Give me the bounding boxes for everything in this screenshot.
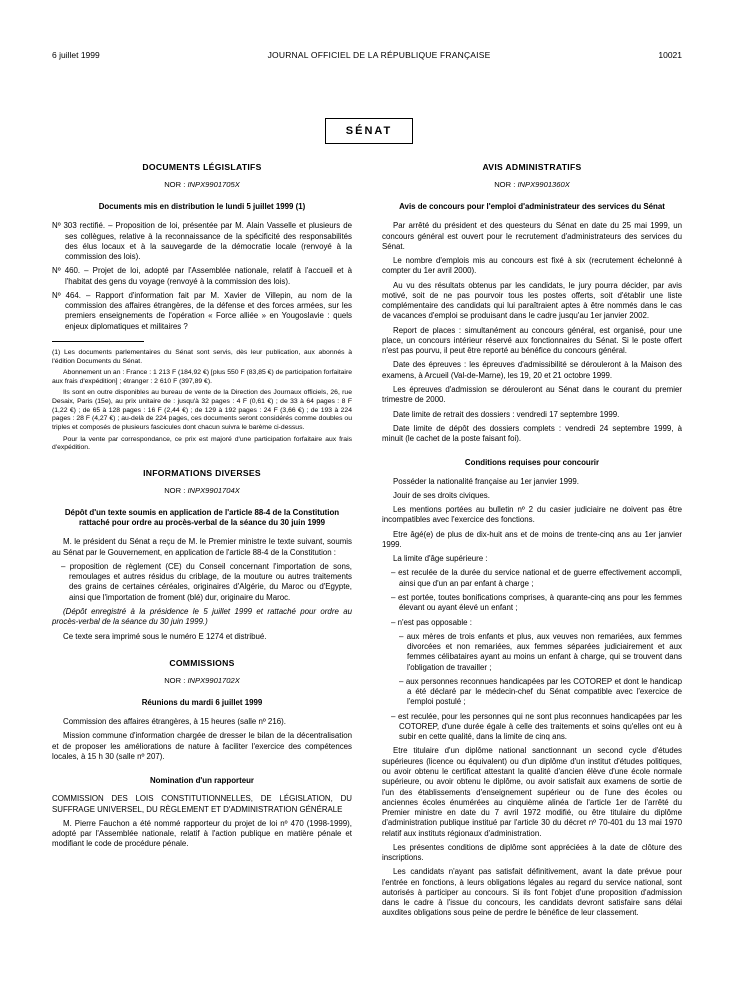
- paragraph: Report de places : simultanément au concours général, est organisé, pour une place, un concours intérieur réservé aux fonctionnaires du Sénat. Si le poste offert n'est pas pourvu, il peut être reporté au bénéfice du concours général.: [382, 325, 682, 356]
- paragraph: Date limite de dépôt des dossiers complets : vendredi 24 septembre 1999, à minuit (le cachet de la poste faisant foi).: [382, 423, 682, 444]
- condition-subitem: – aux mères de trois enfants et plus, aux veuves non remariées, aux femmes divorcées et non remariées, aux femmes séparées judiciairement et aux femmes célibataires ayant au moins un enfant à charge, qui se trouvent dans l'obligation de travailler ;: [399, 631, 682, 672]
- issue-date: 6 juillet 1999: [52, 50, 100, 60]
- footnote: Ils sont en outre disponibles au bureau de vente de la Direction des Journaux officiels, 26, rue Desaix, Paris (15e), au prix unitaire de : jusqu'à 32 pages : 4 F (0,61 €) ; de 33 à 64 pages : 8 F (1,22 €) ; de 65 à 128 pages : 16 F (2,44 €) ; de 129 à 192 pages : 24 F (3,66 €) ; de 193 à 224 pages : 28 F (4,27 €) ; au-delà de 224 pages, ces documents seront considérés comme doubles ou triples et composés de plusieurs fascicules dont chacun suivra le barème ci-dessus.: [52, 389, 352, 431]
- paragraph: Ce texte sera imprimé sous le numéro E 1274 et distribué.: [63, 631, 267, 641]
- chamber-label: SÉNAT: [345, 125, 393, 137]
- footnote-divider: [52, 341, 144, 342]
- paragraph: Au vu des résultats obtenus par les candidats, le jury pourra décider, par avis motivé, soit de ne pas pourvoir tous les postes offerts, soit d'établir une liste complémentaire des candidats qui lui paraîtraient aptes à être nommés dans le cas de vacances d'emploi se produisant dans le cadre jusqu'au 1er janvier 2002.: [382, 280, 682, 321]
- nor-line-1: [52, 180, 352, 190]
- paragraph: Le nombre d'emplois mis au concours est fixé à six (recrutement échelonné à compter du 1er avril 2000).: [382, 256, 682, 276]
- commission-entry: Commission des affaires étrangères, à 15 heures (salle nº 216).: [63, 717, 286, 727]
- page-masthead: [52, 50, 682, 60]
- condition-item: Jouir de ses droits civiques.: [393, 490, 490, 500]
- page-number: 10021: [658, 50, 682, 60]
- condition-item: – est portée, toutes bonifications comprises, à quarante-cinq ans pour les femmes élevant ou ayant élevé un enfant ;: [391, 593, 682, 613]
- condition-item: Etre âgé(e) de plus de dix-huit ans et de moins de trente-cinq ans au 1er janvier 1999.: [382, 529, 682, 549]
- paragraph-italic-text: (Dépôt enregistré à la présidence le 5 juillet 1999 et rattaché pour ordre au procès-verbal de la séance du 30 juin 1999.): [52, 606, 352, 627]
- condition-item: Les candidats n'ayant pas satisfait définitivement, avant la date prévue pour l'entrée en fonctions, à leurs obligations légales au regard du service national, sont autorisés à participer au concours. Si ils font l'objet d'une proposition d'admission dans le cadre à l'issue du concours, les candidats devront satisfaire sans délai auxdites obligations sous peine de perdre le bénéfice de leur classement.: [382, 867, 682, 918]
- paragraph: Date des épreuves : les épreuves d'admissibilité se dérouleront à la Maison des examens, à Arcueil (Val-de-Marne), les 19, 20 et 21 octobre 1999.: [382, 360, 682, 380]
- paragraph-italic: [52, 607, 352, 628]
- left-column: [52, 162, 352, 854]
- legislative-item: Nº 460. – Projet de loi, adopté par l'Assemblée nationale, relatif à l'accueil et à l'habitat des gens du voyage (renvoyé à la commission des lois).: [52, 266, 352, 286]
- condition-item: La limite d'âge supérieure :: [393, 554, 488, 564]
- nor-label: NOR :: [164, 180, 186, 190]
- paragraph: M. Pierre Fauchon a été nommé rapporteur du projet de loi nº 470 (1998-1999), adopté par l'Assemblée nationale, relatif à l'action publique en matière pénale et modifiant le code de procédure pénale.: [52, 818, 352, 849]
- nor-label: NOR :: [494, 180, 516, 190]
- subheading-conditions: Conditions requises pour concourir: [464, 458, 600, 468]
- footnote: Abonnement un an : France : 1 213 F (184,92 €) [plus 550 F (83,85 €) de participation forfaitaire aux frais d'expédition] ; étranger : 2 610 F (397,89 €).: [52, 369, 352, 385]
- condition-item: – n'est pas opposable :: [391, 617, 472, 627]
- condition-item: Posséder la nationalité française au 1er janvier 1999.: [393, 476, 579, 486]
- nor-label: NOR :: [164, 675, 186, 685]
- chamber-badge: [325, 118, 413, 144]
- nor-value: INPX9901702X: [187, 675, 240, 685]
- nor-line-4: [382, 180, 682, 190]
- condition-subitem: – aux personnes reconnues handicapées par les COTOREP et dont le handicap a été déclaré par le médecin-chef du Sénat compatible avec l'exercice de l'emploi postulé ;: [399, 676, 682, 707]
- condition-item: Les présentes conditions de diplôme sont appréciées à la date de clôture des inscriptions.: [382, 842, 682, 863]
- nor-line-2: [52, 486, 352, 496]
- subheading-nomination: Nomination d'un rapporteur: [149, 776, 254, 786]
- nor-value: INPX9901704X: [187, 486, 240, 495]
- section-heading-commissions: COMMISSIONS: [169, 657, 235, 668]
- legislative-item: Nº 303 rectifié. – Proposition de loi, présentée par M. Alain Vasselle et plusieurs de ses collègues, relative à la reconnaissance de la spécificité des responsabilités des élus locaux et à la sauvegarde de la démocratie locale (renvoyé à la commission des lois).: [52, 221, 352, 262]
- subheading-reunions: Réunions du mardi 6 juillet 1999: [141, 697, 263, 707]
- footnote: (1) Les documents parlementaires du Sénat sont servis, dès leur publication, aux abonnés à l'édition Documents du Sénat.: [52, 348, 352, 365]
- paragraph: Date limite de retrait des dossiers : vendredi 17 septembre 1999.: [393, 409, 620, 419]
- right-column: [382, 162, 682, 923]
- footnote: Pour la vente par correspondance, ce prix est majoré d'une participation forfaitaire aux frais d'expédition.: [52, 435, 352, 452]
- subheading-distribution: Documents mis en distribution le lundi 5 juillet 1999 (1): [98, 202, 306, 212]
- nor-line-3: [52, 676, 352, 686]
- nor-value: INPX9901705X: [187, 180, 240, 190]
- section-heading-documents-legislatifs: DOCUMENTS LÉGISLATIFS: [142, 162, 262, 172]
- condition-item: Etre titulaire d'un diplôme national sanctionnant un second cycle d'études supérieures (licence ou équivalent) ou d'un diplôme d'un institut d'études politiques, ou avoir obtenu le certificat attestant la qualité d'ancien élève d'une école normale supérieure, ou avoir obtenu le diplôme, ou avoir satisfait aux examens de sortie de l'un des établissements d'enseignement supérieur ou de l'une des écoles ou anciennes écoles énumérées au cinquième alinéa de l'article 1er de l'arrêté du Premier ministre en date du 7 avril 1972 modifié, ou être titulaire du diplôme d'administration publique institué par l'article 30 du décret nº 70-401 du 13 mai 1970 relatif aux instituts régionaux d'administration.: [382, 746, 682, 838]
- paragraph: Par arrêté du président et des questeurs du Sénat en date du 25 mai 1999, un concours général est ouvert pour le recrutement d'administrateurs des services du Sénat.: [382, 221, 682, 251]
- subheading-avis-concours: Avis de concours pour l'emploi d'administrateur des services du Sénat: [399, 202, 665, 212]
- paragraph: – proposition de règlement (CE) du Conseil concernant l'importation de sons, remoulages et autres résidus du criblage, de la mouture ou autres traitements des grains de certaines céréales, originaires d'Algérie, du Maroc ou d'Egypte, ainsi que l'importation de froment (blé) dur, originaire du Maroc.: [61, 561, 352, 602]
- paragraph: M. le président du Sénat a reçu de M. le Premier ministre le texte suivant, soumis au Sénat par le Gouvernement, en application de l'article 88-4 de la Constitution :: [52, 537, 352, 557]
- nor-label: NOR :: [164, 486, 186, 495]
- condition-item: – est reculée de la durée du service national et de guerre effectivement accompli, ainsi que d'un an par enfant à charge ;: [391, 568, 682, 588]
- section-heading-avis-administratifs: AVIS ADMINISTRATIFS: [482, 162, 582, 172]
- commission-name: COMMISSION DES LOIS CONSTITUTIONNELLES, DE LÉGISLATION, DU SUFFRAGE UNIVERSEL, DU RÈGLEMENT ET D'ADMINISTRATION GÉNÉRALE: [52, 794, 352, 814]
- subheading-depot-texte: Dépôt d'un texte soumis en application de l'article 88-4 de la Constitution rattaché pour ordre au procès-verbal de la séance du 30 juin 1999: [64, 507, 340, 528]
- nor-value: INPX9901360X: [517, 180, 570, 190]
- publication-title: JOURNAL OFFICIEL DE LA RÉPUBLIQUE FRANÇAISE: [267, 50, 491, 60]
- legislative-item: Nº 464. – Rapport d'information fait par M. Xavier de Villepin, au nom de la commission des affaires étrangères, de la défense et des forces armées, sur les premiers enseignements de l'opération « Force alliée » en Yougoslavie : quels enjeux diplomatiques et militaires ?: [52, 290, 352, 331]
- section-heading-informations-diverses: INFORMATIONS DIVERSES: [143, 467, 261, 478]
- condition-item: Les mentions portées au bulletin nº 2 du casier judiciaire ne doivent pas être incompatibles avec l'exercice des fonctions.: [382, 505, 682, 525]
- paragraph: Les épreuves d'admission se dérouleront au Sénat dans le courant du premier trimestre de 2000.: [382, 385, 682, 405]
- condition-item: – est reculée, pour les personnes qui ne sont plus reconnues handicapées par les COTOREP, d'une durée égale à celle des traitements et soins qu'elles ont eu à subir en cette qualité, dans la limite de cinq ans.: [391, 711, 682, 742]
- commission-entry: Mission commune d'information chargée de dresser le bilan de la décentralisation et de proposer les améliorations de nature à faciliter l'exercice des compétences locales, à 15 h 30 (salle nº 207).: [52, 731, 352, 761]
- footnotes-block: [52, 349, 352, 453]
